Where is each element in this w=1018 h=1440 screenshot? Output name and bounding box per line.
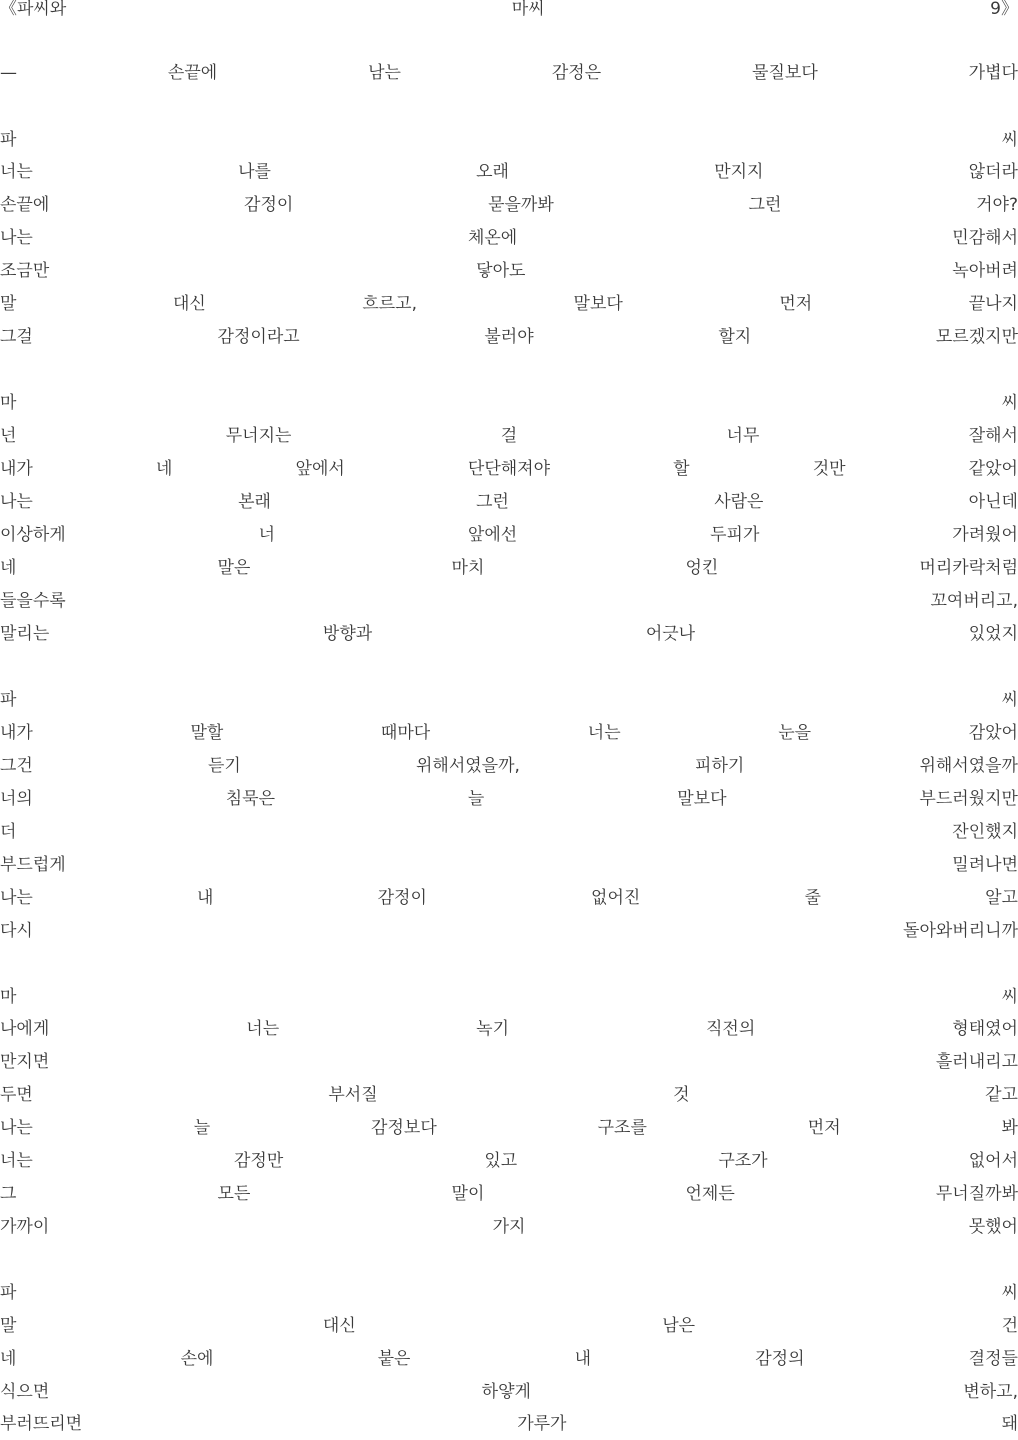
poem-word: 모든 [217,1184,251,1204]
poem-word: 언제든 [685,1184,735,1204]
poem-word: 위해서였을까 [919,756,1018,776]
poem-word: 나를 [238,162,271,182]
poem-word: 말은 [217,558,251,578]
poem-word: 그런 [748,195,782,215]
poem-word: 너 [258,525,276,545]
poem-word: 더 [0,822,17,842]
poem-line [0,754,1018,778]
poem-word: 말이 [451,1184,485,1204]
poem-line [0,787,1018,811]
poem-word: 손끝에 [167,63,218,83]
poem-word: 할 [673,459,690,479]
poem-line [0,1380,1018,1404]
poem-word: 같았어 [968,459,1018,479]
poem-line [0,325,1018,349]
header-title: 마씨 [511,0,545,19]
poem-word: 그런 [476,492,509,512]
poem-word: 민감해서 [952,228,1018,248]
poem-word: 너는 [0,162,33,182]
poem-word: 내 [574,1349,592,1369]
poem-word: 감정은 [551,63,602,83]
poem-word: 파 [0,130,17,150]
poem-line [0,589,1018,613]
poem-word: 부드럽게 [0,855,66,875]
poem-word: 아닌데 [968,492,1018,512]
poem-line [0,853,1018,877]
poem-word: 구조가 [718,1151,768,1171]
poem-line [0,391,1018,415]
poem-word: 방향과 [322,624,373,644]
poem-word: 파 [0,1283,17,1303]
poem-word: 말 [0,1316,17,1336]
poem-word: 있고 [484,1151,518,1171]
poem-word: 녹기 [476,1019,509,1039]
poem-word: 만지지 [714,162,764,182]
poem-word: 말 [0,294,17,314]
poem-word: 마 [0,393,17,413]
poem-word: 구조를 [597,1118,647,1138]
poem-line [0,1116,1018,1140]
poem-word: 말보다 [573,294,623,314]
poem-word: 할지 [718,327,752,347]
poem-word: 씨 [1001,690,1018,710]
poem-line [0,820,1018,844]
poem-word: 가까이 [0,1217,50,1237]
poem-word: 앞에서 [295,459,345,479]
poem-word: 가지 [492,1217,526,1237]
poem-word: 녹아버려 [952,261,1018,281]
poem-line [0,985,1018,1009]
poem-word: 감정이라고 [217,327,300,347]
poem-word: 감정이 [244,195,294,215]
header-left: 《파씨와 [0,0,67,19]
poem-line [0,523,1018,547]
poem-word: 너는 [587,723,621,743]
poem-word: 식으면 [0,1382,50,1402]
poem-word: 모르겠지만 [935,327,1018,347]
poem-word: 가려웠어 [952,525,1018,545]
poem-line [0,1083,1018,1107]
poem-word: 늘 [193,1118,211,1138]
poem-word: 너는 [246,1019,280,1039]
poem-word: 씨 [1001,1283,1018,1303]
poem-word: 오래 [476,162,509,182]
poem-word: 불러야 [484,327,534,347]
poem-word: 나는 [0,492,33,512]
poem-word: 어긋나 [645,624,696,644]
poem-word: 나는 [0,888,33,908]
poem-word: 이상하게 [0,525,66,545]
poem-word: 무너지는 [225,426,292,446]
poem-word: 때마다 [380,723,431,743]
poem-line [0,556,1018,580]
poem-word: 무너질까봐 [935,1184,1018,1204]
poem-word: 꼬여버리고, [930,591,1018,611]
poem-word: 머리카락처럼 [919,558,1018,578]
poem-word: 다시 [0,921,33,941]
poem-line [0,721,1018,745]
poem-word: 흐르고, [362,294,417,314]
poem-line [0,160,1018,184]
poem-word: 흘러내리고 [935,1052,1018,1072]
poem-line [0,1412,1018,1436]
poem-word: 파 [0,690,17,710]
poem-word: 형태였어 [952,1019,1018,1039]
poem-word: 앞에선 [467,525,518,545]
poem-word: 내 [197,888,214,908]
poem-word: 엉킨 [685,558,719,578]
poem-word: 감정의 [755,1349,805,1369]
poem-word: 씨 [1001,987,1018,1007]
poem-word: 돼 [1001,1414,1018,1434]
poem-word: 직전의 [706,1019,756,1039]
poem-word: 만지면 [0,1052,50,1072]
poem-word: 네 [155,459,173,479]
poem-word: 두피가 [710,525,760,545]
poem-word: 씨 [1001,393,1018,413]
poem-word: 가볍다 [968,63,1018,83]
poem-line [0,1314,1018,1338]
poem-word: 체온에 [467,228,518,248]
poem-word: 남는 [368,63,401,83]
poem-word: 늘 [467,789,485,809]
poem-line [0,490,1018,514]
poem-word: — [0,63,17,83]
poem-word: 변하고, [963,1382,1018,1402]
poem-word: 위해서였을까, [415,756,520,776]
poem-word: 않더라 [968,162,1018,182]
poem-line [0,292,1018,316]
poem-word: 네 [0,558,17,578]
poem-word: 두면 [0,1085,33,1105]
poem-word: 닿아도 [476,261,526,281]
poem-word: 남은 [662,1316,696,1336]
poem-word: 대신 [172,294,206,314]
poem-word: 마치 [451,558,485,578]
poem-word: 봐 [1001,1118,1018,1138]
poem-word: 붙은 [377,1349,411,1369]
poem-line [0,886,1018,910]
poem-word: 씨 [1001,130,1018,150]
poem-word: 단단해져야 [467,459,551,479]
poem-word: 먼저 [779,294,813,314]
poem-line [0,1149,1018,1173]
poem-line [0,457,1018,481]
poem-line [0,1050,1018,1074]
poem-word: 줄 [804,888,821,908]
poem-word: 말할 [190,723,224,743]
poem-word: 피하기 [695,756,745,776]
poem-word: 없어진 [591,888,641,908]
poem-word: 밀려나면 [952,855,1018,875]
poem-word: 잘해서 [968,426,1018,446]
poem-word: 침묵은 [225,789,276,809]
poem-word: 그 [0,1184,17,1204]
poem-word: 같고 [985,1085,1018,1105]
poem-word: 감정보다 [371,1118,437,1138]
page-header [0,0,1018,21]
poem-word: 감았어 [968,723,1018,743]
poem-word: 못했어 [968,1217,1018,1237]
poem-word: 물질보다 [752,63,818,83]
header-page-number: 9》 [990,0,1018,19]
poem-word: 없어서 [968,1151,1018,1171]
poem-line [0,1347,1018,1371]
poem-word: 거야? [976,195,1018,215]
poem-word: 눈을 [778,723,812,743]
poem-line [0,688,1018,712]
poem-line [0,1281,1018,1305]
poem-word: 사람은 [714,492,764,512]
poem-line [0,128,1018,152]
poem-word: 손끝에 [0,195,50,215]
poem-word: 걸 [500,426,518,446]
poem-word: 손에 [180,1349,214,1369]
poem-word: 묻을까봐 [488,195,554,215]
poem-word: 너무 [726,426,760,446]
poem-word: 본래 [238,492,271,512]
poem-word: 나는 [0,228,33,248]
poem-word: 말리는 [0,624,50,644]
poem-word: 대신 [322,1316,356,1336]
poem-line [0,259,1018,283]
poem-word: 감정만 [233,1151,284,1171]
poem-word: 네 [0,1349,17,1369]
poem-word: 내가 [0,723,33,743]
poem-line [0,193,1018,217]
poem-word: 하얗게 [481,1382,531,1402]
poem-line [0,424,1018,448]
poem-word: 들을수록 [0,591,66,611]
poem-word: 결정들 [968,1349,1018,1369]
poem-word: 감정이 [377,888,427,908]
poem-line [0,919,1018,943]
poem-word: 부러뜨리면 [0,1414,83,1434]
poem-word: 너는 [0,1151,33,1171]
poem-word: 잔인했지 [952,822,1018,842]
poem-line [0,622,1018,646]
poem-word: 마 [0,987,17,1007]
poem-line [0,1017,1018,1041]
poem-word: 부드러웠지만 [919,789,1018,809]
poem-word: 그건 [0,756,33,776]
poem-word: 듣기 [207,756,241,776]
poem-word: 조금만 [0,261,50,281]
poem-word: 알고 [985,888,1018,908]
poem-word: 너의 [0,789,33,809]
poem-word: 그걸 [0,327,33,347]
poem-line [0,61,1018,85]
poem-word: 내가 [0,459,33,479]
poem-word: 부서질 [328,1085,378,1105]
poem-line [0,1182,1018,1206]
poem-word: 나는 [0,1118,33,1138]
poem-word: 것 [673,1085,690,1105]
poem-word: 건 [1001,1316,1018,1336]
poem-word: 말보다 [677,789,727,809]
poem-word: 먼저 [807,1118,841,1138]
poem-word: 나에게 [0,1019,50,1039]
poem-word: 끝나지 [968,294,1018,314]
poem-word: 가루가 [517,1414,567,1434]
poem-line [0,1215,1018,1239]
poem-line [0,226,1018,250]
poem-word: 있었지 [968,624,1018,644]
poem-word: 넌 [0,426,17,446]
poem-word: 돌아와버리니까 [903,921,1018,941]
poem-word: 것만 [812,459,846,479]
